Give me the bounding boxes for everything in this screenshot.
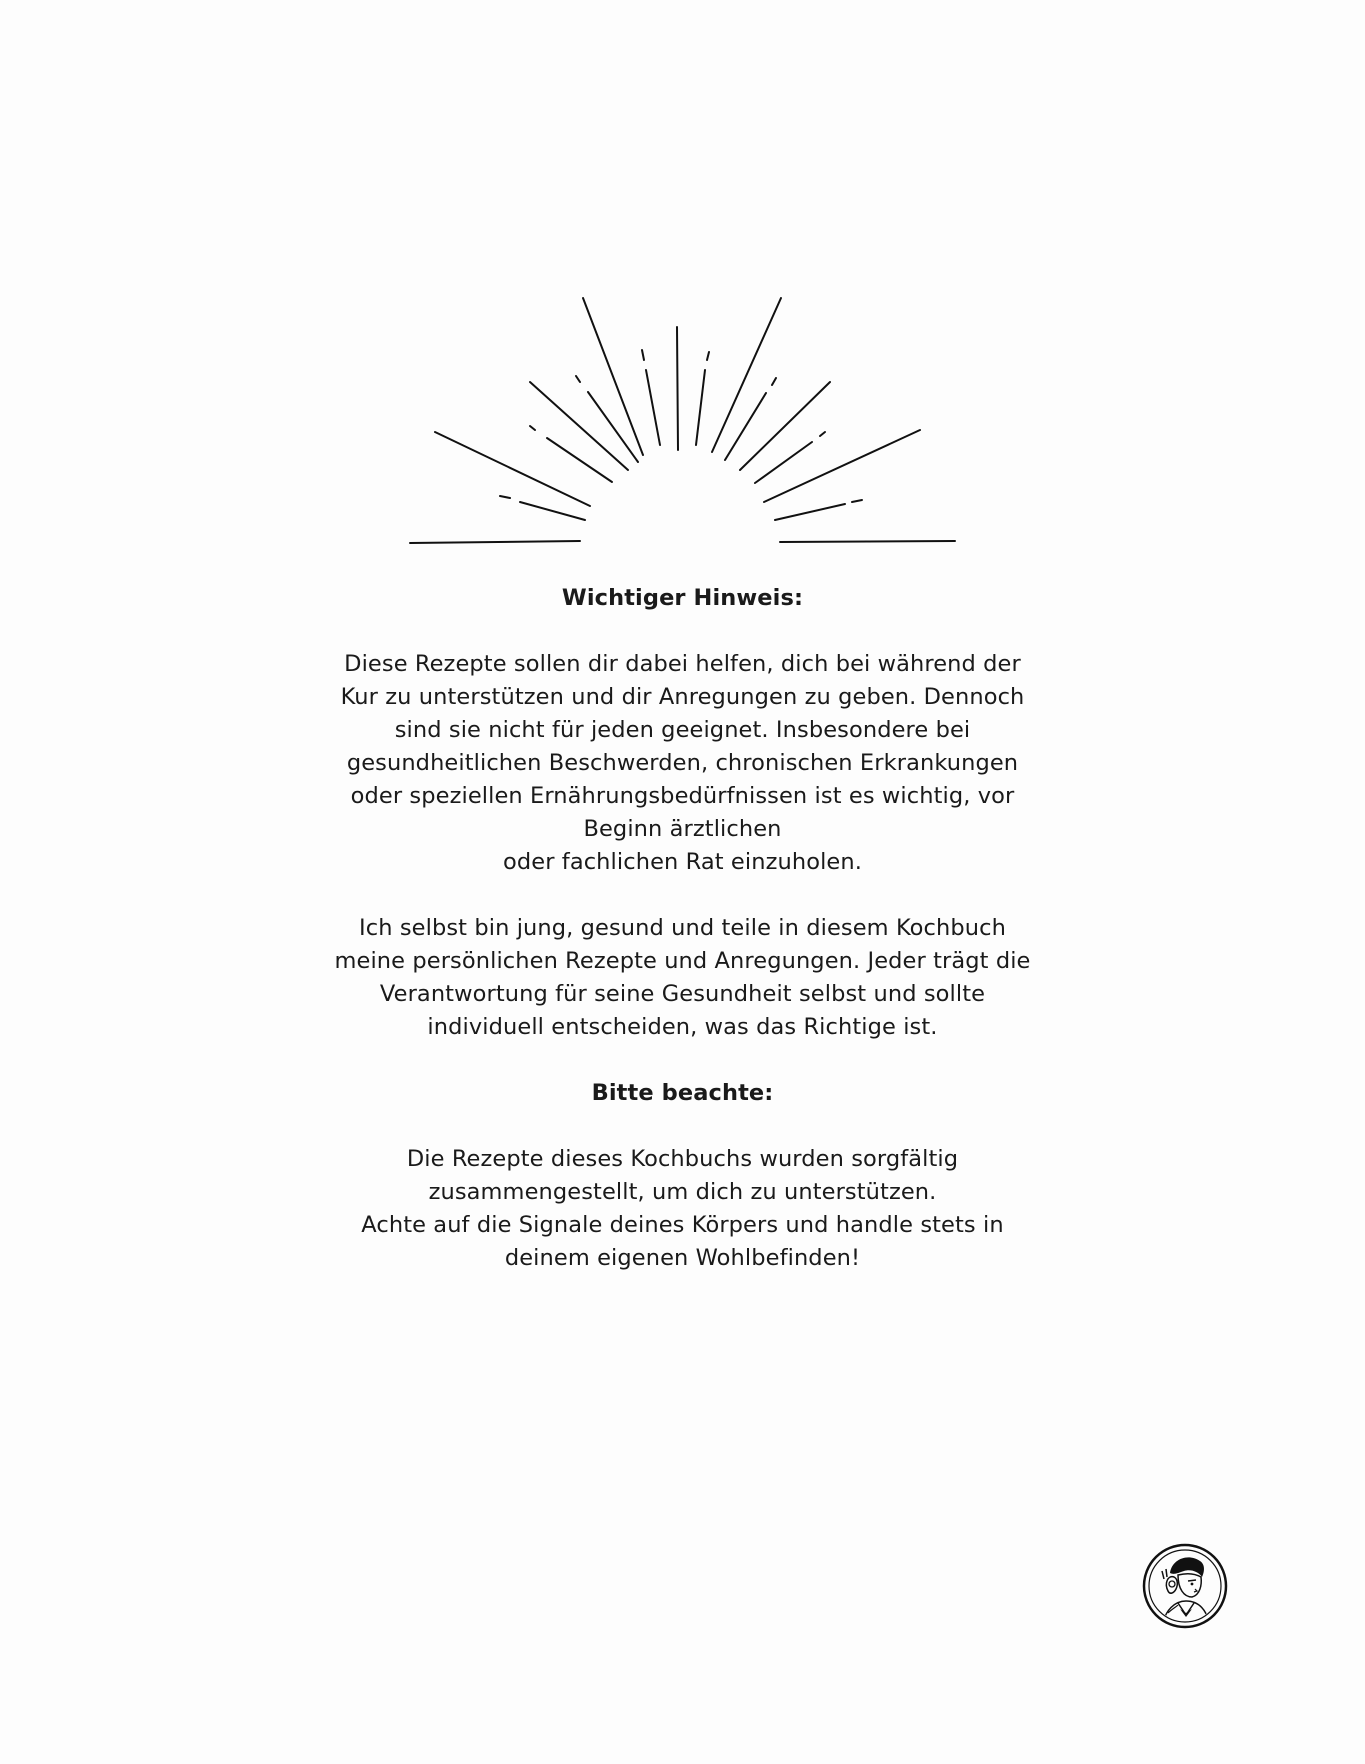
notice-paragraph-1-line: Beginn ärztlichen: [583, 816, 782, 842]
notice-heading: Wichtiger Hinweis:: [561, 585, 804, 611]
notice-paragraph-1-line: gesundheitlichen Beschwerden, chronischen Erkrankungen: [346, 750, 1019, 776]
attention-paragraph-line: zusammengestellt, um dich zu unterstützen.: [428, 1179, 937, 1205]
notice-paragraph-2-line: meine persönlichen Rezepte und Anregungen. Jeder trägt die: [334, 948, 1031, 974]
attention-paragraph-line: Achte auf die Signale deines Körpers und handle stets in: [361, 1212, 1004, 1238]
sunburst-ornament: [400, 290, 970, 550]
attention-paragraph-line: Die Rezepte dieses Kochbuchs wurden sorgfältig: [406, 1146, 959, 1172]
notice-paragraph-1-line: oder fachlichen Rat einzuholen.: [503, 849, 862, 875]
notice-paragraph-2-line: individuell entscheiden, was das Richtige ist.: [427, 1014, 938, 1040]
notice-paragraph-1-line: Diese Rezepte sollen dir dabei helfen, dich bei während der: [344, 651, 1021, 677]
attention-heading: Bitte beachte:: [591, 1080, 774, 1106]
notice-paragraph-1-line: Kur zu unterstützen und dir Anregungen zu geben. Dennoch: [340, 684, 1025, 710]
notice-paragraph-1-line: sind sie nicht für jeden geeignet. Insbesondere bei: [394, 717, 971, 743]
notice-section: [330, 582, 1035, 1275]
chef-portrait-seal: [1142, 1543, 1228, 1629]
notice-paragraph-2-line: Verantwortung für seine Gesundheit selbst und sollte: [379, 981, 986, 1007]
notice-paragraph-1-line: oder speziellen Ernährungsbedürfnissen ist es wichtig, vor: [350, 783, 1015, 809]
attention-paragraph-line: deinem eigenen Wohlbefinden!: [504, 1245, 861, 1271]
notice-paragraph-2-line: Ich selbst bin jung, gesund und teile in diesem Kochbuch: [359, 915, 1006, 941]
